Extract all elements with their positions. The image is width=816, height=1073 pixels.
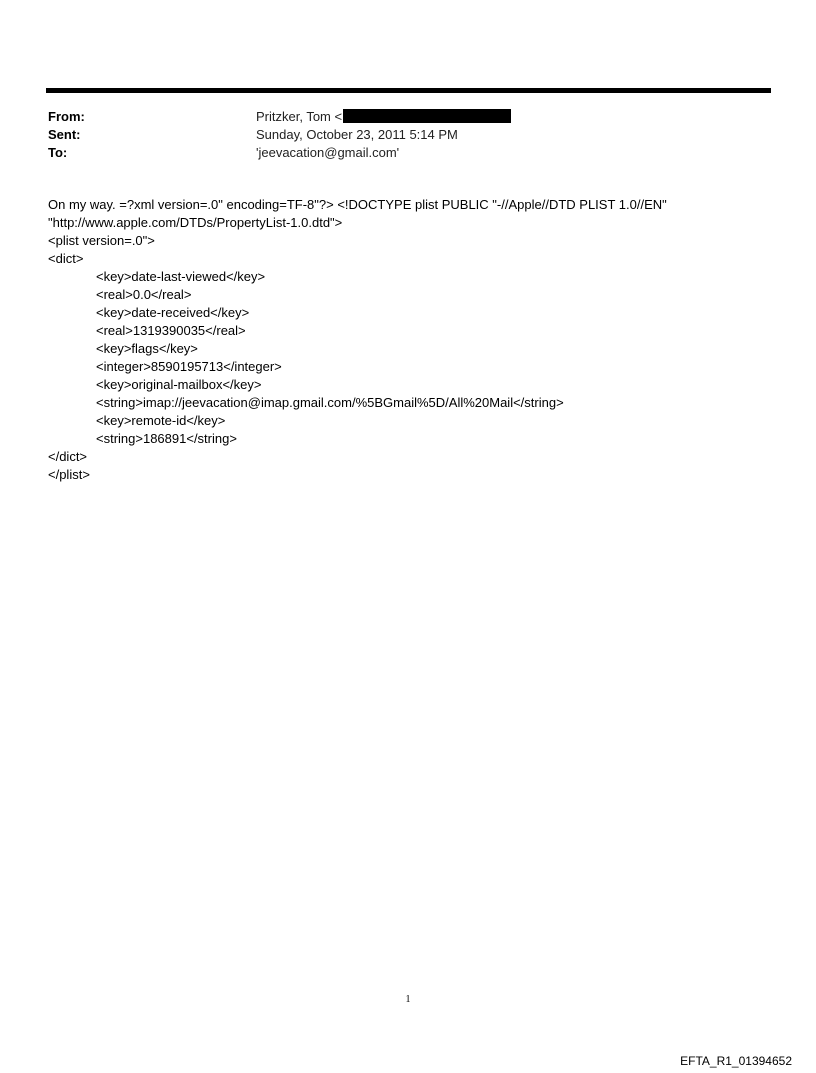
body-line: <string>186891</string> bbox=[96, 431, 237, 446]
to-value: 'jeevacation@gmail.com' bbox=[256, 145, 400, 160]
to-label: To: bbox=[48, 145, 68, 160]
body-line: <key>remote-id</key> bbox=[96, 413, 226, 428]
body-line: On my way. =?xml version=.0" encoding=TF-8"?> <!DOCTYPE plist PUBLIC "-//Apple//DTD PLIST 1.0//EN" bbox=[48, 197, 667, 212]
from-label: From: bbox=[48, 109, 85, 124]
header-divider bbox=[46, 88, 771, 93]
page-number: 1 bbox=[405, 994, 411, 1005]
body-line: <key>original-mailbox</key> bbox=[96, 377, 262, 392]
body-line: <key>date-received</key> bbox=[96, 305, 250, 320]
sent-label: Sent: bbox=[48, 127, 81, 142]
body-line: <real>0.0</real> bbox=[96, 287, 192, 302]
sent-value: Sunday, October 23, 2011 5:14 PM bbox=[256, 127, 458, 142]
from-row bbox=[48, 108, 768, 126]
sent-row bbox=[48, 126, 768, 144]
body-line: <integer>8590195713</integer> bbox=[96, 359, 282, 374]
body-line: <key>flags</key> bbox=[96, 341, 198, 356]
body-line: <plist version=.0"> bbox=[48, 233, 155, 248]
email-header bbox=[48, 108, 768, 162]
body-line: </dict> bbox=[48, 449, 88, 464]
redaction-block bbox=[343, 109, 511, 123]
body-line: "http://www.apple.com/DTDs/PropertyList-1.0.dtd"> bbox=[48, 215, 343, 230]
bates-number: EFTA_R1_01394652 bbox=[680, 1054, 792, 1068]
body-line: <string>imap://jeevacation@imap.gmail.com/%5BGmail%5D/All%20Mail</string> bbox=[96, 395, 564, 410]
body-line: <key>date-last-viewed</key> bbox=[96, 269, 266, 284]
email-body bbox=[48, 196, 768, 484]
body-line: <dict> bbox=[48, 251, 84, 266]
body-line: </plist> bbox=[48, 467, 90, 482]
to-row bbox=[48, 144, 768, 162]
body-line: <real>1319390035</real> bbox=[96, 323, 246, 338]
from-value bbox=[256, 108, 511, 126]
from-name: Pritzker, Tom < bbox=[256, 109, 343, 124]
